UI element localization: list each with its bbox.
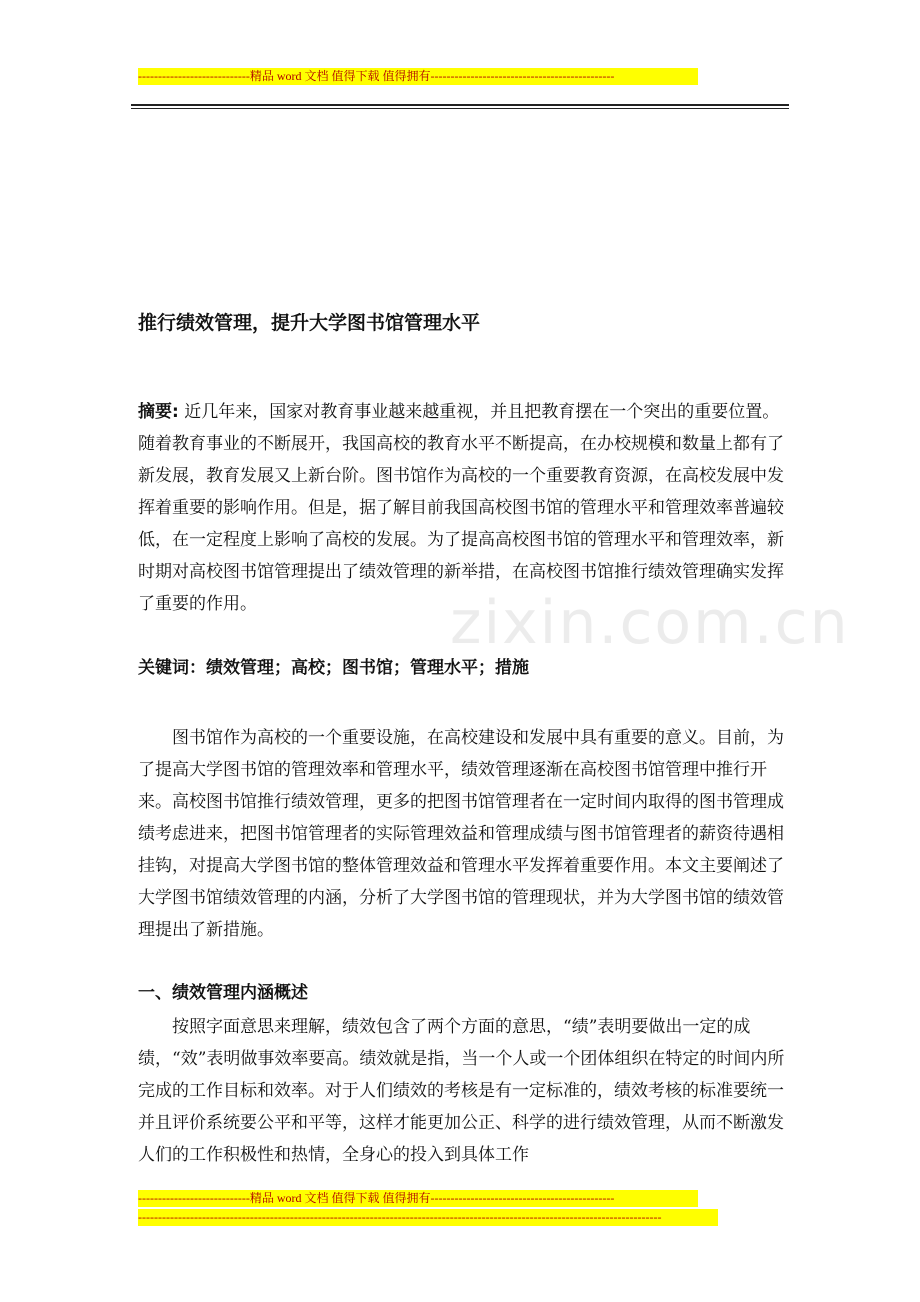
footer-banner: ----------------------------精品 word 文档 值得下载 值得拥有---------------------------------------------- xyxy=(138,1190,698,1207)
watermark: zixin.com.cn xyxy=(450,588,850,658)
paragraph-intro: 图书馆作为高校的一个重要设施，在高校建设和发展中具有重要的意义。目前，为了提高大学图书馆的管理效率和管理水平，绩效管理逐渐在高校图书馆管理中推行开来。高校图书馆推行绩效管理，更多的把图书馆管理者在一定时间内取得的图书管理成绩考虑进来，把图书馆管理者的实际管理效益和管理成绩与图书馆管理者的薪资待遇相挂钩，对提高大学图书馆的整体管理效益和管理水平发挥着重要作用。本文主要阐述了大学图书馆绩效管理的内涵，分析了大学图书馆的管理现状，并为大学图书馆的绩效管理提出了新措施。 xyxy=(138,728,784,940)
keywords: 关键词：绩效管理；高校；图书馆；管理水平；措施 xyxy=(138,658,529,678)
abstract-label: 摘要: xyxy=(138,402,179,422)
section-heading: 一、绩效管理内涵概述 xyxy=(138,983,308,1003)
header-banner: ----------------------------精品 word 文档 值得下载 值得拥有---------------------------------------------- xyxy=(138,68,698,85)
header-rule xyxy=(131,104,789,109)
abstract-text: 近几年来，国家对教育事业越来越重视，并且把教育摆在一个突出的重要位置。随着教育事业的不断展开，我国高校的教育水平不断提高，在办校规模和数量上都有了新发展，教育发展又上新台阶。图书馆作为高校的一个重要教育资源，在高校发展中发挥着重要的影响作用。但是，据了解目前我国高校图书馆的管理水平和管理效率普遍较低，在一定程度上影响了高校的发展。为了提高高校图书馆的管理水平和管理效率，新时期对高校图书馆管理提出了绩效管理的新举措，在高校图书馆推行绩效管理确实发挥了重要的作用。 xyxy=(138,402,784,614)
paragraph-section1: 按照字面意思来理解，绩效包含了两个方面的意思，“绩”表明要做出一定的成绩，“效”表明做事效率要高。绩效就是指，当一个人或一个团体组织在特定的时间内所完成的工作目标和效率。对于人们绩效的考核是有一定标准的，绩效考核的标准要统一并且评价系统要公平和平等，这样才能更加公正、科学的进行绩效管理，从而不断激发人们的工作积极性和热情，全身心的投入到具体工作 xyxy=(138,1017,785,1165)
document-title: 推行绩效管理，提升大学图书馆管理水平 xyxy=(138,312,481,334)
abstract xyxy=(138,396,786,620)
footer-banner-line: ----------------------------------------------------------------------------------------------------------------------------------- xyxy=(138,1209,718,1226)
